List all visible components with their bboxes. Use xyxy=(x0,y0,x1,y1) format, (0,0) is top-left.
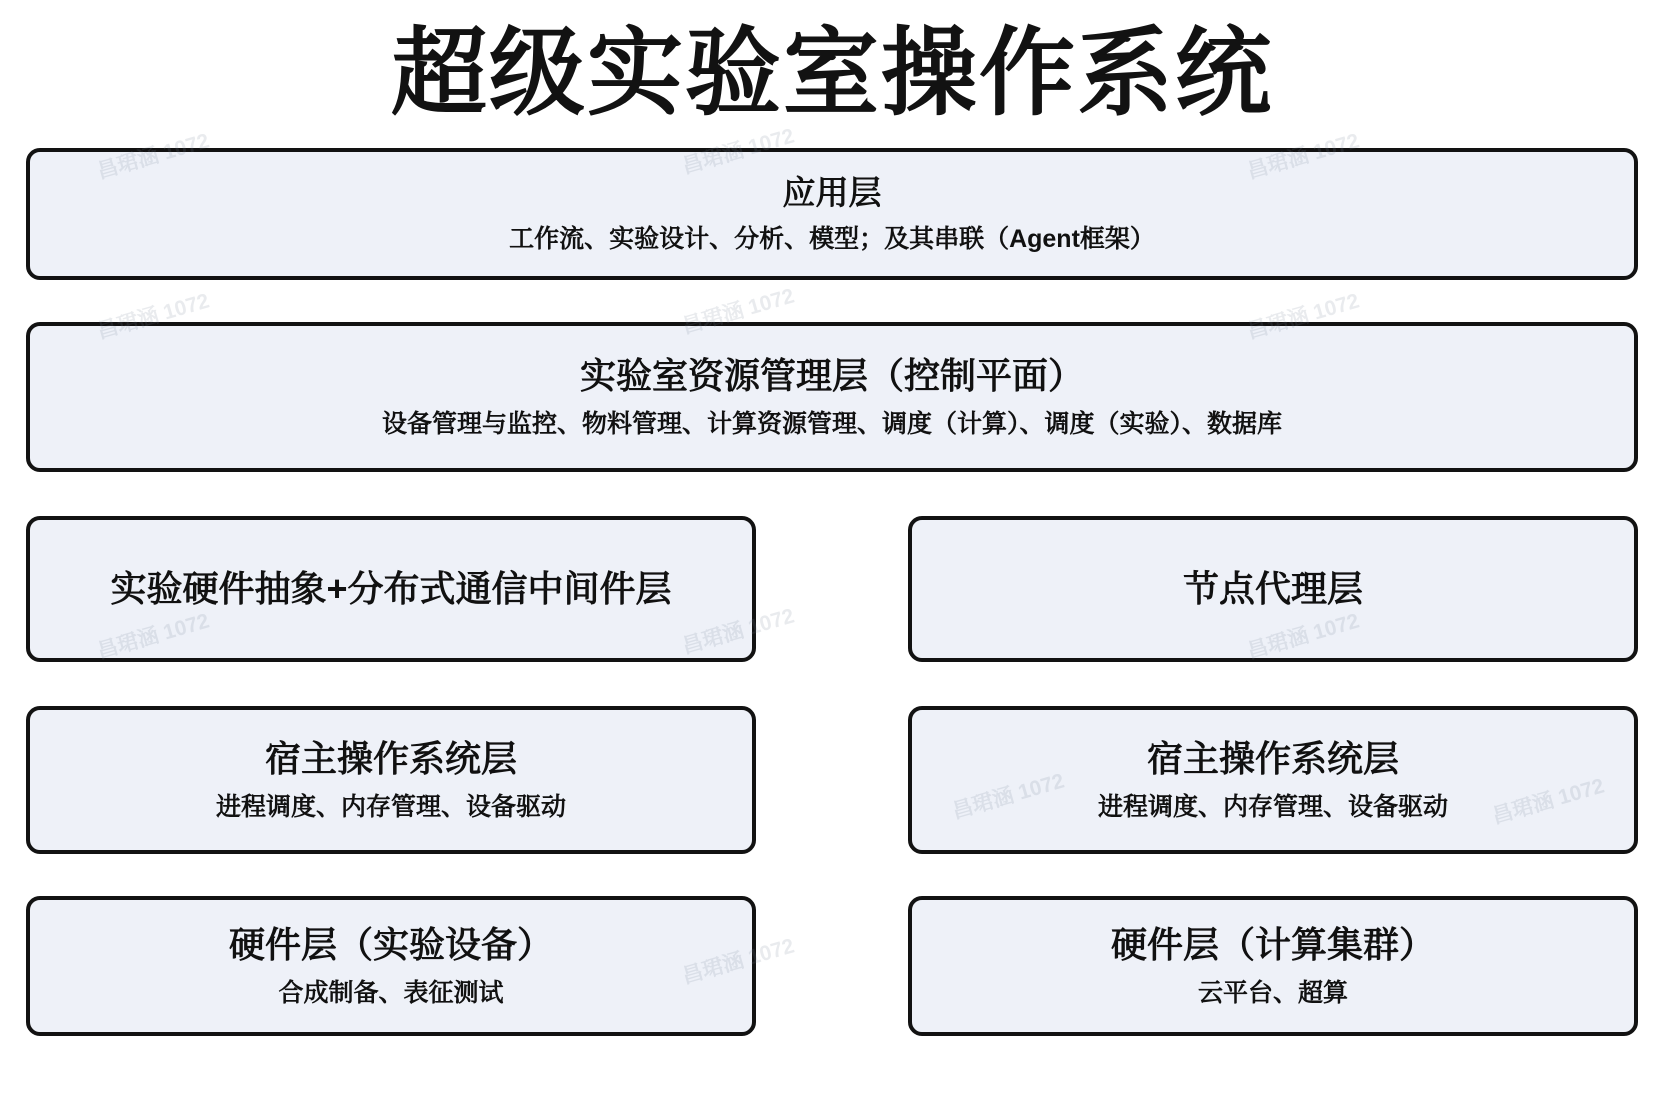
layer-application xyxy=(26,148,1638,280)
layer-application-detail: 工作流、实验设计、分析、模型；及其串联（Agent框架） xyxy=(509,224,1155,253)
layer-host-os-right-heading: 宿主操作系统层 xyxy=(1146,737,1399,779)
hardware-row xyxy=(26,896,1638,1036)
layer-resource-management xyxy=(26,322,1638,472)
layer-node-agent-heading: 节点代理层 xyxy=(1182,567,1363,609)
middleware-row xyxy=(26,516,1638,706)
layer-hardware-lab-heading: 硬件层（实验设备） xyxy=(228,923,553,965)
layer-hardware-compute-cluster xyxy=(908,896,1638,1036)
layer-host-os-right-detail: 进程调度、内存管理、设备驱动 xyxy=(1097,792,1448,821)
layer-host-os-left-detail: 进程调度、内存管理、设备驱动 xyxy=(215,792,566,821)
watermark: 1072 xyxy=(745,934,797,970)
layer-hardware-lab-detail: 合成制备、表征测试 xyxy=(278,978,504,1007)
watermark: 昌珺涵 1072 xyxy=(1244,289,1362,344)
watermark: 昌珺涵 1072 xyxy=(679,284,797,339)
layer-hardware-compute-heading: 硬件层（计算集群） xyxy=(1110,923,1435,965)
layer-host-os-right xyxy=(908,706,1638,854)
host-os-row xyxy=(26,706,1638,896)
layer-hardware-lab-equipment xyxy=(26,896,756,1036)
layer-node-agent xyxy=(908,516,1638,662)
layer-resource-heading: 实验室资源管理层（控制平面） xyxy=(579,354,1084,396)
layer-hardware-compute-detail: 云平台、超算 xyxy=(1197,978,1348,1007)
layer-host-os-left xyxy=(26,706,756,854)
layer-application-heading: 应用层 xyxy=(782,173,882,211)
layer-host-os-left-heading: 宿主操作系统层 xyxy=(264,737,517,779)
layer-hardware-abstraction xyxy=(26,516,756,662)
watermark: 1072 xyxy=(745,604,797,640)
watermark: 昌珺涵 1072 xyxy=(94,289,212,344)
layer-hardware-abstraction-heading: 实验硬件抽象+分布式通信中间件层 xyxy=(110,567,672,609)
page-title: 超级实验室操作系统 xyxy=(391,20,1273,127)
layer-resource-detail: 设备管理与监控、物料管理、计算资源管理、调度（计算）、调度（实验）、数据库 xyxy=(381,409,1282,438)
